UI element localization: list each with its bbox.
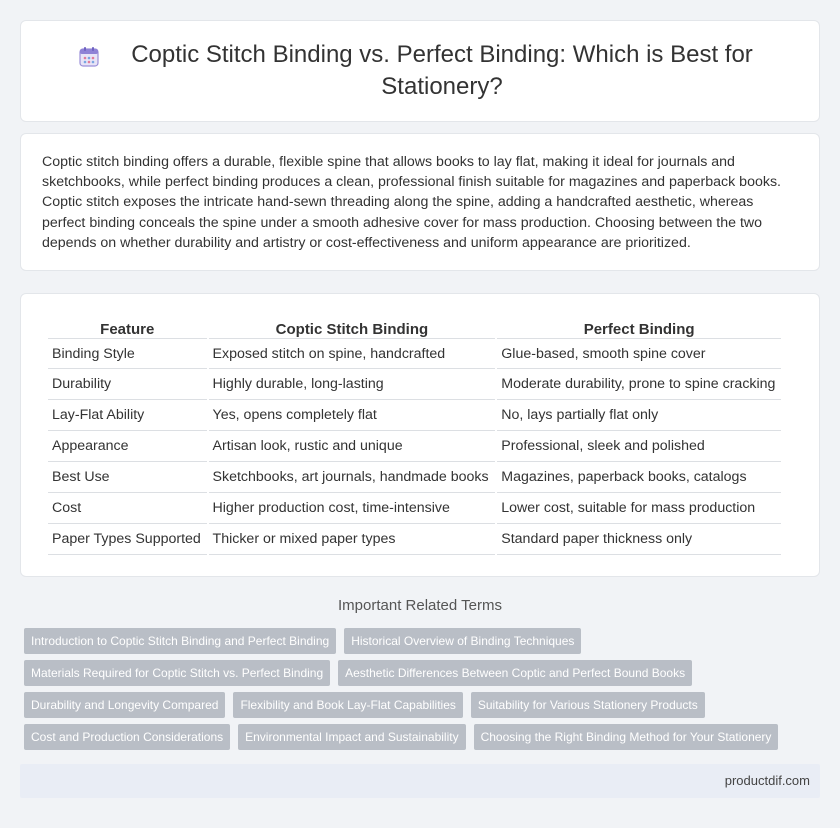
footer-site-link[interactable]: productdif.com	[724, 773, 810, 788]
cell-feature: Best Use	[48, 462, 207, 493]
table-row	[48, 338, 781, 369]
cell-feature: Binding Style	[48, 338, 207, 369]
cell-feature: Lay-Flat Ability	[48, 400, 207, 431]
cell-perfect: Lower cost, suitable for mass production	[497, 493, 781, 524]
cell-coptic: Higher production cost, time-intensive	[209, 493, 496, 524]
title-wrap	[61, 39, 779, 103]
cell-perfect: Magazines, paperback books, catalogs	[497, 462, 781, 493]
tag-link[interactable]: Durability and Longevity Compared	[24, 692, 225, 718]
tag-link[interactable]: Choosing the Right Binding Method for Your Stationery	[474, 724, 779, 750]
related-terms-title: Important Related Terms	[338, 597, 502, 614]
header-coptic: Coptic Stitch Binding	[275, 321, 429, 338]
cell-perfect: Professional, sleek and polished	[497, 431, 781, 462]
tag-link[interactable]: Environmental Impact and Sustainability	[238, 724, 465, 750]
footer	[20, 764, 820, 798]
cell-perfect: Moderate durability, prone to spine cracking	[497, 369, 781, 400]
cell-perfect: Standard paper thickness only	[497, 524, 781, 555]
comparison-table-card	[20, 293, 820, 577]
page-title: Coptic Stitch Binding vs. Perfect Binding: Which is Best for Stationery?	[131, 41, 753, 100]
intro-paragraph: Coptic stitch binding offers a durable, flexible spine that allows books to lay flat, making it ideal for journals and sketchbooks, while perfect binding produces a clean, professional finish suitable for magazines and paperback books. Coptic stitch exposes the intricate hand-sewn threading along the spine, adding a handcrafted aesthetic, whereas perfect binding conceals the spine under a smooth adhesive cover for mass production. Choosing between the two depends on whether durability and artistry or cost-effectiveness and uniform appearance are prioritized.	[42, 154, 781, 251]
table-row	[48, 462, 781, 493]
tag-link[interactable]: Flexibility and Book Lay-Flat Capabilities	[233, 692, 462, 718]
table-row	[48, 431, 781, 462]
header-feature: Feature	[100, 321, 155, 338]
intro-card	[20, 133, 820, 271]
table-row	[48, 400, 781, 431]
calendar-icon	[78, 46, 100, 68]
tag-link[interactable]: Historical Overview of Binding Techniques	[344, 628, 581, 654]
tag-link[interactable]: Introduction to Coptic Stitch Binding and Perfect Binding	[24, 628, 336, 654]
tag-link[interactable]: Aesthetic Differences Between Coptic and Perfect Bound Books	[338, 660, 692, 686]
table-row	[48, 369, 781, 400]
cell-feature: Paper Types Supported	[48, 524, 207, 555]
related-terms-tags	[24, 628, 804, 756]
comparison-table	[46, 314, 783, 555]
tag-link[interactable]: Cost and Production Considerations	[24, 724, 230, 750]
table-row	[48, 493, 781, 524]
tag-link[interactable]: Suitability for Various Stationery Products	[471, 692, 705, 718]
table-row	[48, 524, 781, 555]
cell-feature: Cost	[48, 493, 207, 524]
cell-perfect: No, lays partially flat only	[497, 400, 781, 431]
cell-coptic: Yes, opens completely flat	[209, 400, 496, 431]
cell-perfect: Glue-based, smooth spine cover	[497, 338, 781, 369]
cell-coptic: Thicker or mixed paper types	[209, 524, 496, 555]
header-card	[20, 20, 820, 122]
table-header-row	[48, 314, 781, 338]
cell-coptic: Exposed stitch on spine, handcrafted	[209, 338, 496, 369]
cell-feature: Appearance	[48, 431, 207, 462]
cell-coptic: Sketchbooks, art journals, handmade books	[209, 462, 496, 493]
tag-link[interactable]: Materials Required for Coptic Stitch vs. Perfect Binding	[24, 660, 330, 686]
cell-feature: Durability	[48, 369, 207, 400]
cell-coptic: Artisan look, rustic and unique	[209, 431, 496, 462]
header-perfect: Perfect Binding	[583, 321, 695, 338]
cell-coptic: Highly durable, long-lasting	[209, 369, 496, 400]
